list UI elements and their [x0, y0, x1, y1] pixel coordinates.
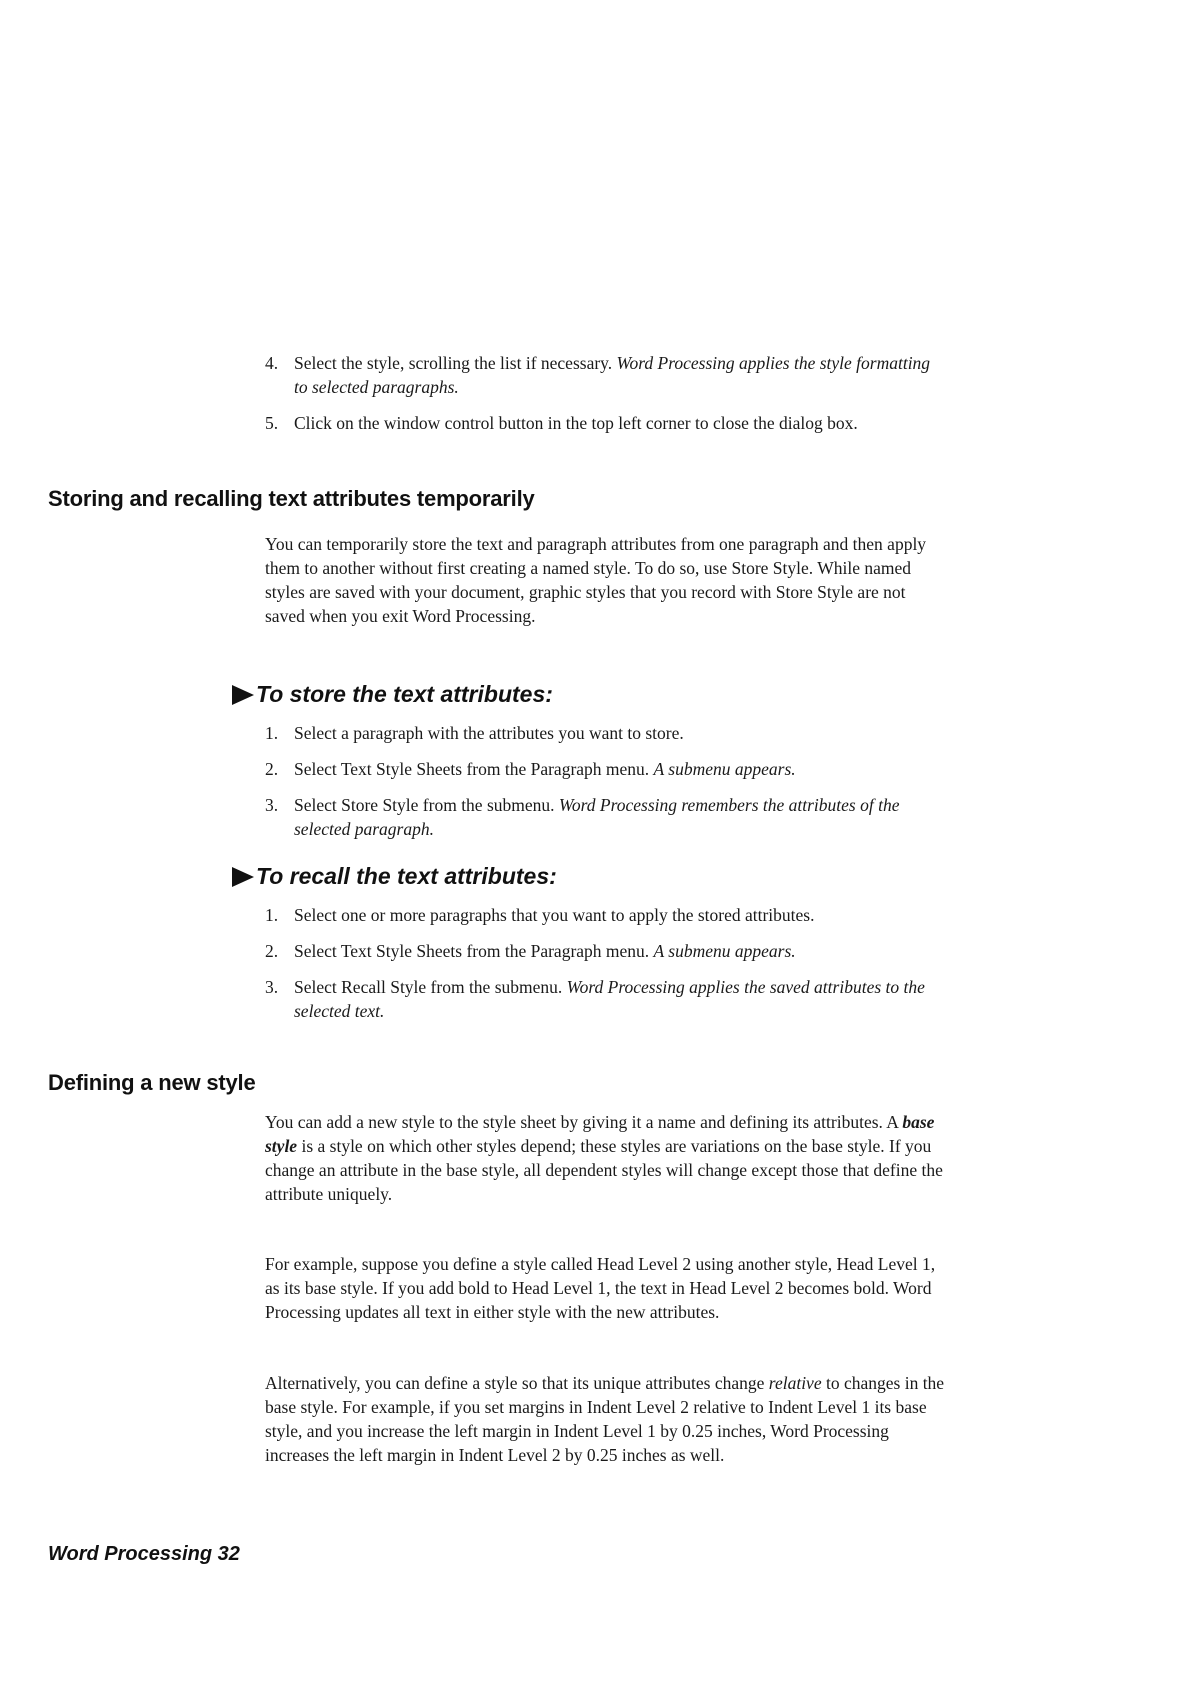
- procedure-heading-recall: To recall the text attributes:: [232, 863, 557, 890]
- page-footer: Word Processing 32: [48, 1543, 240, 1565]
- list-item: 1. Select a paragraph with the attributes you want to store.: [265, 723, 684, 743]
- steps-continued: [265, 351, 945, 447]
- section-heading-storing: Storing and recalling text attributes temporarily: [48, 486, 535, 511]
- storing-body: You can temporarily store the text and paragraph attributes from one paragraph and then apply them to another without first creating a named style. To do so, use Store Style. While named styles are saved with your document, graphic styles that you record with Store Style are not saved when you exit Word Processing.: [265, 534, 927, 626]
- procedure-heading-store: To store the text attributes:: [232, 681, 553, 708]
- list-item: 1. Select one or more paragraphs that you want to apply the stored attributes.: [265, 905, 815, 925]
- list-item: 2. Select Text Style Sheets from the Paragraph menu. A submenu appears.: [265, 759, 796, 779]
- list-item: 3. Select Recall Style from the submenu. Word Processing applies the saved attributes to the selected text.: [265, 977, 925, 1021]
- arrow-icon: [232, 867, 254, 887]
- list-item: 2. Select Text Style Sheets from the Paragraph menu. A submenu appears.: [265, 941, 796, 961]
- list-item: 4. Select the style, scrolling the list if necessary. Word Processing applies the style formatting to selected paragraphs.: [265, 353, 931, 397]
- store-steps: [265, 721, 945, 853]
- recall-steps: [265, 903, 945, 1035]
- defining-paragraph-2: For example, suppose you define a style called Head Level 2 using another style, Head Level 1, as its base style. If you add bold to Head Level 1, the text in Head Level 2 becomes bold. Word Processing updates all text in either style with the new attributes.: [265, 1254, 936, 1322]
- section-heading-defining: Defining a new style: [48, 1070, 256, 1095]
- defining-paragraph-1: You can add a new style to the style sheet by giving it a name and defining its attributes. A base style is a style on which other styles depend; these styles are variations on the base style. If you change an attribute in the base style, all dependent styles will change except those that define the attribute uniquely.: [265, 1112, 943, 1204]
- term-relative: relative: [768, 1373, 822, 1393]
- term-base-style: base style: [265, 1112, 935, 1156]
- list-item: 5. Click on the window control button in the top left corner to close the dialog box.: [265, 413, 858, 433]
- defining-paragraph-3: Alternatively, you can define a style so that its unique attributes change relative to changes in the base style. For example, if you set margins in Indent Level 2 relative to Indent Level 1 its base style, and you increase the left margin in Indent Level 1 by 0.25 inches, Word Processing increases the left margin in Indent Level 2 by 0.25 inches as well.: [265, 1373, 945, 1465]
- arrow-icon: [232, 685, 254, 705]
- list-item: 3. Select Store Style from the submenu. Word Processing remembers the attributes of the selected paragraph.: [265, 795, 900, 839]
